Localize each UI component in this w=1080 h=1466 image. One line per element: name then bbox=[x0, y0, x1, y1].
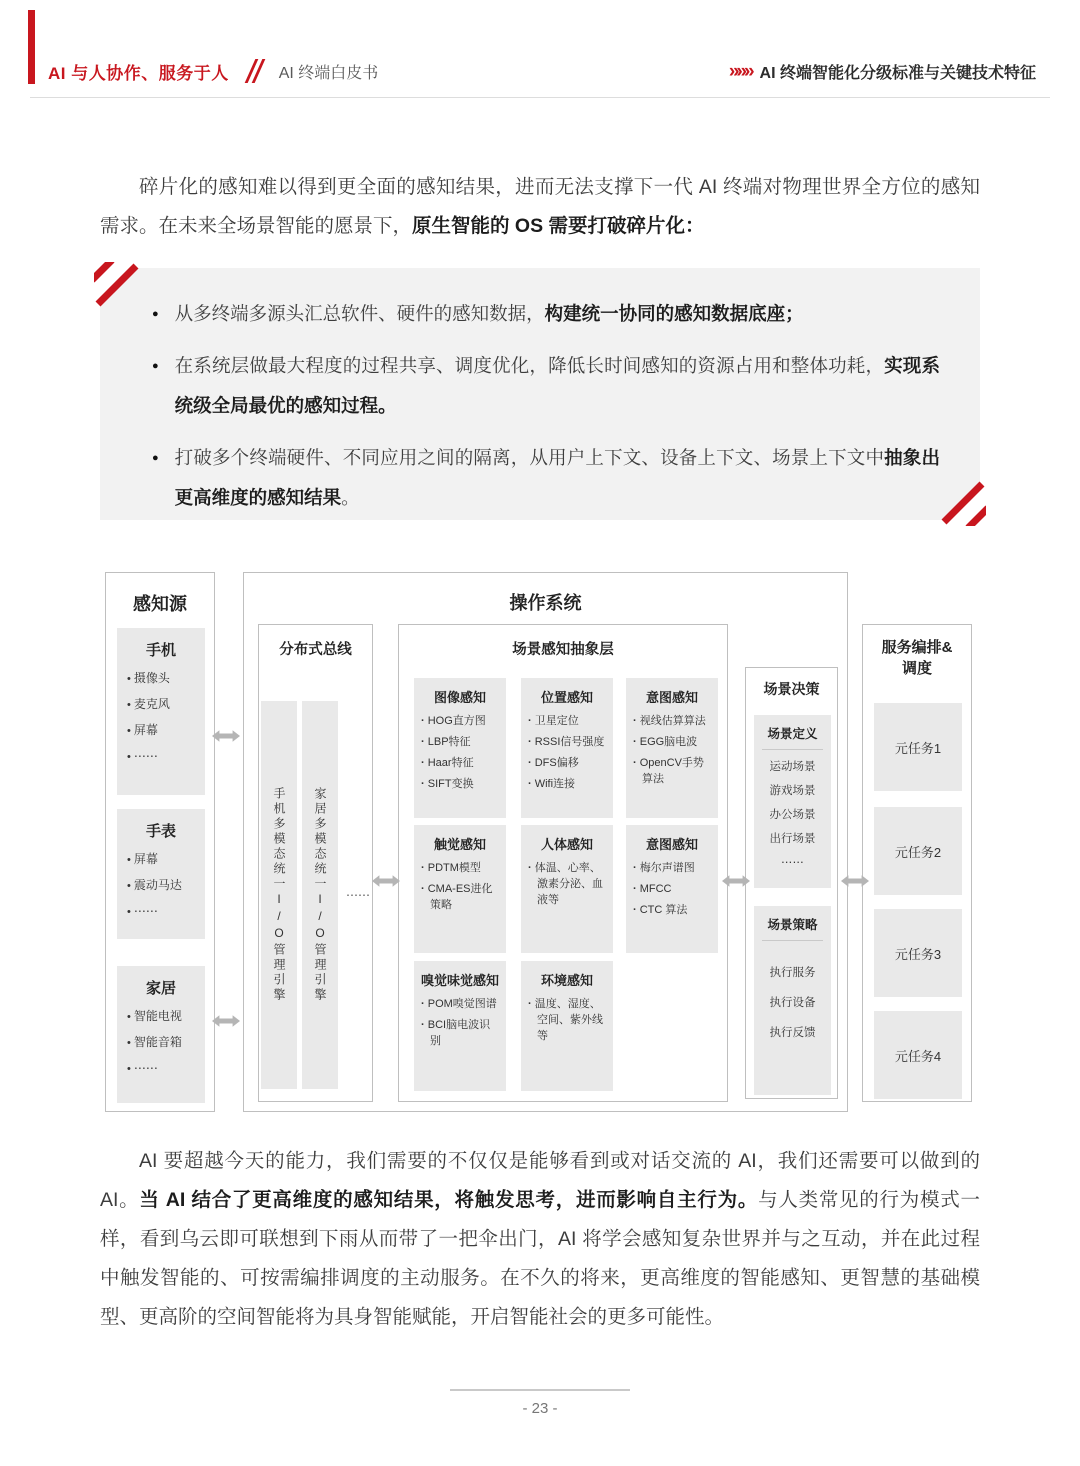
arrow-source-os-top bbox=[212, 729, 240, 743]
cell-item: · 体温、心率、激素分泌、血液等 bbox=[528, 860, 606, 908]
bullet-normal: 在系统层做最大程度的过程共享、调度优化，降低长时间感知的资源占用和整体功耗， bbox=[174, 355, 885, 376]
group-title: 手表 bbox=[145, 823, 176, 840]
outro-text-2: 与人类常见的行为模式一样，看到乌云即可联想到下雨从而带了一把伞出门，AI 将学会感知复杂世界并与之互动，并在此过程中触发智能的、可按需编排调度的主动服务。在不久的将来，更高维度的智能感知、更智慧的基础模型、更高阶的空间智能将为具身智能赋能，开启智能社会的更多可能性。 bbox=[100, 1189, 980, 1328]
bullet-normal: 从多终端多源头汇总软件、硬件的感知数据， bbox=[174, 303, 545, 324]
scene-abstraction-panel bbox=[398, 624, 728, 1102]
cell-location-perception bbox=[521, 678, 613, 818]
bus-ellipsis: ⋯⋯ bbox=[346, 888, 370, 902]
slash-icon bbox=[247, 59, 263, 83]
distributed-bus-title: 分布式总线 bbox=[279, 642, 352, 658]
cell-item: · SIFT变换 bbox=[421, 776, 499, 792]
cell-intent-perception-vision bbox=[626, 678, 718, 818]
scene-item: 出行场景 bbox=[769, 833, 816, 845]
cell-title: 位置感知 bbox=[540, 690, 593, 705]
cell-item: · POM嗅觉图谱 bbox=[421, 996, 499, 1012]
scene-abstraction-title: 场景感知抽象层 bbox=[512, 642, 614, 658]
cell-title: 人体感知 bbox=[540, 837, 593, 852]
callout-box bbox=[100, 268, 980, 520]
cell-item: · OpenCV手势算法 bbox=[633, 755, 711, 787]
strategy-items bbox=[754, 946, 831, 1048]
source-item: • 智能音箱 bbox=[127, 1030, 205, 1056]
scene-strategy-title: 场景策略 bbox=[762, 915, 823, 941]
scene-decision-panel bbox=[745, 667, 838, 1099]
chevrons-icon: »»» bbox=[728, 60, 752, 82]
cell-item: · MFCC bbox=[633, 881, 711, 897]
cell-item: · 视线估算算法 bbox=[633, 713, 711, 729]
bullet-tail: 。 bbox=[341, 487, 360, 508]
scene-item: 运动场景 bbox=[769, 761, 816, 773]
cell-title: 环境感知 bbox=[540, 973, 593, 988]
meta-task-3: 元任务3 bbox=[874, 909, 962, 997]
cell-item: · CTC 算法 bbox=[633, 902, 711, 918]
source-item: • ⋯⋯ bbox=[127, 1056, 205, 1082]
cell-item: · RSSI信号强度 bbox=[528, 734, 606, 750]
brand-slogan: AI 与人协作、服务于人 bbox=[48, 63, 229, 83]
meta-task-2: 元任务2 bbox=[874, 807, 962, 895]
source-item: • 麦克风 bbox=[127, 692, 205, 718]
cell-item: · HOG直方图 bbox=[421, 713, 499, 729]
scene-strategy-box bbox=[754, 906, 831, 1095]
cell-item: · 卫星定位 bbox=[528, 713, 606, 729]
bullet-bold: 构建统一协同的感知数据底座； bbox=[544, 303, 804, 324]
cell-smell-taste-perception bbox=[414, 961, 506, 1091]
outro-text-1: AI 要超越今天的能力，我们需要的不仅仅是能够看到或对话交流的 AI，我们还需要可以做到的 AI。 bbox=[100, 1150, 980, 1211]
intro-paragraph bbox=[100, 168, 980, 246]
cell-item: · PDTM模型 bbox=[421, 860, 499, 876]
io-engine-home: 家居多模态统一I/O管理引擎 bbox=[302, 701, 338, 1089]
cell-item: · CMA-ES进化策略 bbox=[421, 881, 499, 913]
orchestration-title-line2: 调度 bbox=[901, 660, 932, 677]
section-title: AI 终端智能化分级标准与关键技术特征 bbox=[759, 64, 1036, 82]
bullet-normal: 打破多个终端硬件、不同应用之间的隔离，从用户上下文、设备上下文、场景上下文中 bbox=[174, 447, 885, 468]
intro-text: 碎片化的感知难以得到更全面的感知结果，进而无法支撑下一代 AI 终端对物理世界全方位的感知需求。在未来全场景智能的愿景下， bbox=[100, 176, 980, 237]
strategy-item: 执行服务 bbox=[769, 967, 816, 979]
scene-item: ⋯⋯ bbox=[781, 857, 804, 869]
architecture-diagram bbox=[105, 572, 975, 1117]
source-group-home bbox=[117, 966, 205, 1103]
source-item: • ⋯⋯ bbox=[127, 744, 205, 770]
callout-bullet bbox=[152, 346, 940, 426]
orchestration-title-line1: 服务编排& bbox=[881, 639, 953, 656]
perception-source-title: 感知源 bbox=[133, 594, 187, 614]
cell-body-perception bbox=[521, 825, 613, 953]
cell-item: · BCI脑电波识别 bbox=[421, 1017, 499, 1049]
arrow-os-orchestration bbox=[841, 874, 869, 888]
strategy-item: 执行反馈 bbox=[769, 1027, 816, 1039]
bullet-bold: 抽象出更高维度的感知结果 bbox=[174, 447, 940, 508]
cell-item: · 梅尔声谱图 bbox=[633, 860, 711, 876]
cell-item: · Haar特征 bbox=[421, 755, 499, 771]
source-item: • 摄像头 bbox=[127, 666, 205, 692]
cell-title: 图像感知 bbox=[433, 690, 486, 705]
source-item: • 屏幕 bbox=[127, 718, 205, 744]
bullet-bold: 实现系统级全局最优的感知过程。 bbox=[174, 355, 940, 416]
scene-decision-title: 场景决策 bbox=[763, 681, 820, 697]
intro-bold-text: 原生智能的 OS 需要打破碎片化： bbox=[412, 215, 705, 237]
distributed-bus-panel bbox=[258, 624, 373, 1102]
strategy-item: 执行设备 bbox=[769, 997, 816, 1009]
callout-bullet bbox=[152, 294, 940, 334]
group-title: 家居 bbox=[145, 980, 176, 997]
cell-touch-perception bbox=[414, 825, 506, 953]
footer-divider bbox=[450, 1389, 630, 1391]
arrow-source-os-bottom bbox=[212, 1014, 240, 1028]
source-item: • 智能电视 bbox=[127, 1004, 205, 1030]
source-item: • 震动马达 bbox=[127, 873, 205, 899]
callout-list bbox=[100, 268, 980, 518]
scene-definition-box bbox=[754, 715, 831, 888]
cell-title: 嗅觉味觉感知 bbox=[421, 973, 500, 988]
scene-definition-title: 场景定义 bbox=[762, 724, 823, 750]
io-engine-phone: 手机多模态统一I/O管理引擎 bbox=[261, 701, 297, 1089]
header-left bbox=[48, 59, 378, 84]
service-orchestration-panel bbox=[862, 624, 972, 1102]
cell-image-perception bbox=[414, 678, 506, 818]
cell-title: 意图感知 bbox=[645, 690, 698, 705]
scene-item: 游戏场景 bbox=[769, 785, 816, 797]
cell-intent-perception-audio bbox=[626, 825, 718, 953]
corner-accent-bar bbox=[28, 10, 35, 84]
cell-item: · EGG脑电波 bbox=[633, 734, 711, 750]
perception-source-panel bbox=[105, 572, 215, 1112]
outro-bold-text: 当 AI 结合了更高维度的感知结果，将触发思考，进而影响自主行为。 bbox=[139, 1189, 759, 1211]
bullet-text bbox=[175, 438, 940, 518]
meta-task-1: 元任务1 bbox=[874, 703, 962, 791]
doc-title: AI 终端白皮书 bbox=[278, 64, 379, 82]
cell-title: 意图感知 bbox=[645, 837, 698, 852]
cell-item: · 温度、湿度、空间、紫外线等 bbox=[528, 996, 606, 1044]
page-number: - 23 - bbox=[522, 1400, 558, 1417]
bullet-text bbox=[175, 294, 940, 334]
page-header bbox=[48, 56, 1036, 86]
bullet-text bbox=[175, 346, 940, 426]
cell-item: · LBP特征 bbox=[421, 734, 499, 750]
bus-engines bbox=[259, 701, 372, 1089]
outro-paragraph bbox=[100, 1142, 980, 1337]
source-group-phone bbox=[117, 628, 205, 795]
scene-item: 办公场景 bbox=[769, 809, 816, 821]
operating-system-title: 操作系统 bbox=[509, 593, 582, 613]
group-title: 手机 bbox=[145, 642, 176, 659]
source-item: • ⋯⋯ bbox=[127, 899, 205, 925]
cell-environment-perception bbox=[521, 961, 613, 1091]
source-group-watch bbox=[117, 809, 205, 939]
cell-item: · Wifi连接 bbox=[528, 776, 606, 792]
arrow-abstraction-decision bbox=[722, 874, 750, 888]
source-item: • 屏幕 bbox=[127, 847, 205, 873]
header-divider bbox=[30, 97, 1050, 98]
meta-task-4: 元任务4 bbox=[874, 1011, 962, 1099]
header-right bbox=[729, 60, 1036, 83]
service-orchestration-title bbox=[863, 637, 971, 679]
cell-item: · DFS偏移 bbox=[528, 755, 606, 771]
callout-bullet bbox=[152, 438, 940, 518]
arrow-bus-abstraction bbox=[372, 874, 400, 888]
cell-title: 触觉感知 bbox=[433, 837, 486, 852]
